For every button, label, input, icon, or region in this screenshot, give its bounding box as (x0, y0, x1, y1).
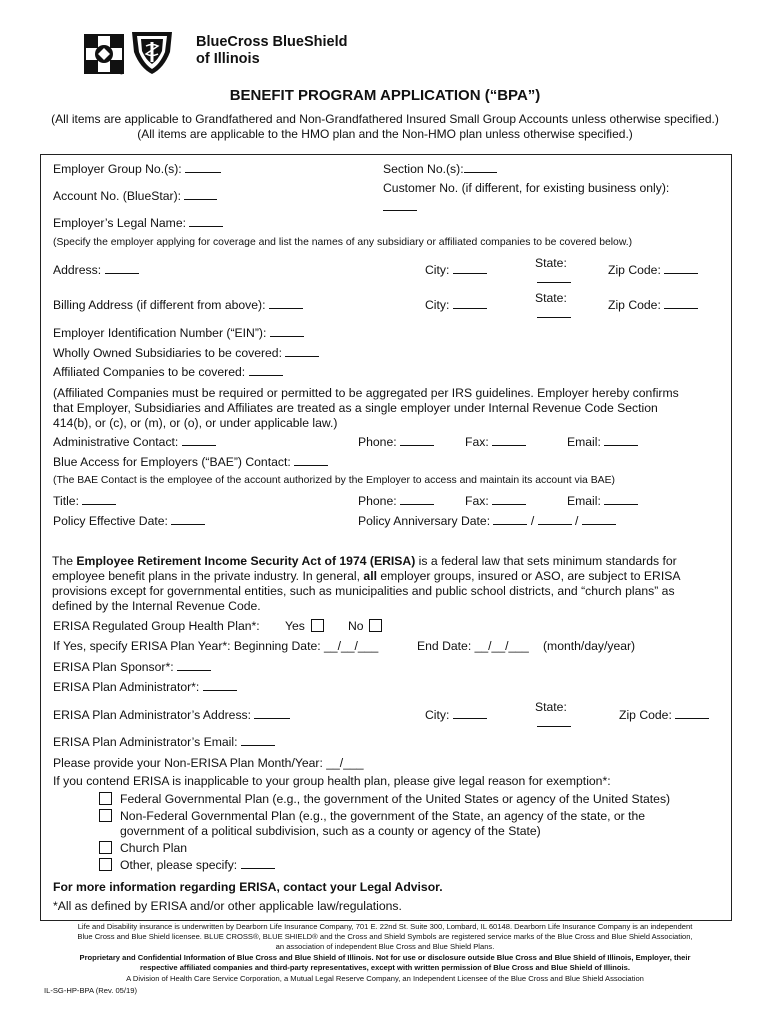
billing-zip-field[interactable]: Zip Code: (608, 298, 698, 312)
policy-anniversary-field[interactable]: Policy Anniversary Date: / / (358, 514, 616, 528)
legal-advisor-note: For more information regarding ERISA, contact your Legal Advisor. (53, 880, 443, 894)
admin-email-erisa-field[interactable]: ERISA Plan Administrator’s Email: (53, 735, 275, 749)
non-erisa-month-field[interactable]: Please provide your Non-ERISA Plan Month/Year: __/___ (53, 756, 364, 770)
admin-state-field[interactable] (537, 718, 571, 727)
date-format-hint: (month/day/year) (543, 639, 636, 653)
address-field[interactable]: Address: (53, 263, 139, 277)
exemption-label: If you contend ERISA is inapplicable to your group health plan, please give legal reason for exemption*: (53, 774, 611, 788)
bae-phone-field[interactable]: Phone: (358, 494, 434, 508)
other-plan-field[interactable]: Other, please specify: (120, 858, 275, 872)
page-title: BENEFIT PROGRAM APPLICATION (“BPA”) (229, 87, 541, 104)
affiliated-field[interactable]: Affiliated Companies to be covered: (53, 365, 283, 379)
customer-no-label: Customer No. (if different, for existing business only): (383, 181, 670, 195)
erisa-no-checkbox[interactable] (369, 619, 382, 632)
legal-name-note: (Specify the employer applying for coverage and list the names of any subsidiary or affiliated companies to be covered below.) (53, 237, 633, 248)
footer-line-6: A Division of Health Care Service Corporation, a Mutual Legal Reserve Company, an Independent Licensee of the Blue Cross and Blue Shield Association (126, 974, 644, 983)
affiliated-note-3: 414(b), or (c), or (m), or (o), or under applicable law.) (53, 416, 338, 430)
admin-city-field[interactable]: City: (425, 708, 487, 722)
footer-line-3: an association of independent Blue Cross and Blue Shield Plans. (275, 942, 495, 951)
admin-address-field[interactable]: ERISA Plan Administrator’s Address: (53, 708, 290, 722)
erisa-yes-checkbox[interactable] (311, 619, 324, 632)
admin-fax-field[interactable]: Fax: (465, 435, 526, 449)
church-plan-checkbox[interactable] (99, 841, 112, 854)
erisa-yes-label: Yes (285, 619, 305, 633)
billing-city-field[interactable]: City: (425, 298, 487, 312)
plan-administrator-field[interactable]: ERISA Plan Administrator*: (53, 680, 237, 694)
bae-email-field[interactable]: Email: (567, 494, 638, 508)
state-field[interactable] (537, 274, 571, 283)
blue-cross-icon (84, 34, 124, 76)
billing-state-field[interactable] (537, 309, 571, 318)
org-name: BlueCross BlueShield of Illinois (196, 34, 348, 67)
footer-line-4: Proprietary and Confidential Information of Blue Cross and Blue Shield of Illinois. Not for use or disclosure outside Blue Cross and Blue Shield of Illinois, Employer, their (79, 953, 691, 962)
admin-phone-field[interactable]: Phone: (358, 435, 434, 449)
bcbs-logo (84, 30, 194, 76)
affiliated-note-1: (Affiliated Companies must be required or permitted to be aggregated per IRS guidelines. Employer hereby confirms (53, 386, 679, 400)
affiliated-note-2: that Employer, Subsidiaries and Affiliates are treated as a single employer under Internal Revenue Code Section (53, 401, 658, 415)
billing-address-field[interactable]: Billing Address (if different from above): (53, 298, 303, 312)
erisa-no-label: No (348, 619, 364, 633)
blue-shield-icon (132, 32, 172, 74)
subsidiaries-field[interactable]: Wholly Owned Subsidiaries to be covered: (53, 346, 319, 360)
svg-text:®: ® (120, 71, 123, 76)
section-no-field[interactable]: Section No.(s): (383, 162, 497, 176)
church-plan-label: Church Plan (120, 841, 188, 855)
form-id: IL-SG-HP-BPA (Rev. 05/19) (44, 986, 137, 995)
admin-state-label: State: (535, 700, 567, 714)
title-field[interactable]: Title: (53, 494, 116, 508)
erisa-intro: The Employee Retirement Income Security Act of 1974 (ERISA) is a federal law that sets minimum standards for employee benefit plans in the private industry. In general, all employer groups, insured or ASO, are subject to ERISA provisions except for governmental entities, such as municipalities and public school districts, and “church plans” as defined by the Internal Revenue Code. (52, 554, 681, 613)
account-no-field[interactable]: Account No. (BlueStar): (53, 189, 217, 203)
ein-field[interactable]: Employer Identification Number (“EIN”): (53, 326, 304, 340)
subtitle-2: (All items are applicable to the HMO plan and the Non-HMO plan unless otherwise specified.) (137, 127, 633, 141)
plan-year-end-field[interactable]: End Date: __/__/___ (417, 639, 529, 653)
admin-contact-field[interactable]: Administrative Contact: (53, 435, 216, 449)
other-plan-checkbox[interactable] (99, 858, 112, 871)
nonfederal-plan-label-2: government of a political subdivision, such as a county or agency of the State) (120, 824, 541, 838)
nonfederal-plan-checkbox[interactable] (99, 809, 112, 822)
footer-line-5: respective affiliated companies and third-party representatives, except with written permission of Blue Cross and Blue Shield of Illinois. (140, 963, 630, 972)
bae-contact-field[interactable]: Blue Access for Employers (“BAE”) Contact: (53, 455, 328, 469)
bae-note: (The BAE Contact is the employee of the account authorized by the Employer to access and maintain its account via BAE) (53, 475, 615, 486)
federal-plan-checkbox[interactable] (99, 792, 112, 805)
state-label: State: (535, 256, 567, 270)
zip-field[interactable]: Zip Code: (608, 263, 698, 277)
federal-plan-label: Federal Governmental Plan (e.g., the government of the United States or agency of the United States) (120, 792, 671, 806)
subtitle-1: (All items are applicable to Grandfathered and Non-Grandfathered Insured Small Group Accounts unless otherwise specified.) (51, 112, 719, 126)
customer-no-field[interactable] (383, 200, 417, 211)
city-field[interactable]: City: (425, 263, 487, 277)
billing-state-label: State: (535, 291, 567, 305)
policy-effective-field[interactable]: Policy Effective Date: (53, 514, 205, 528)
nonfederal-plan-label-1: Non-Federal Governmental Plan (e.g., the government of the State, an agency of the state, or the (120, 809, 646, 823)
defined-by-note: *All as defined by ERISA and/or other applicable law/regulations. (53, 899, 402, 913)
bae-fax-field[interactable]: Fax: (465, 494, 526, 508)
admin-email-field[interactable]: Email: (567, 435, 638, 449)
employer-group-no-field[interactable]: Employer Group No.(s): (53, 162, 221, 176)
footer-line-1: Life and Disability insurance is underwritten by Dearborn Life Insurance Company, 701 E. 22nd St. Suite 300, Lombard, IL 60148. Dearborn Life Insurance Company is an independent (77, 922, 693, 931)
plan-year-begin-field[interactable]: If Yes, specify ERISA Plan Year*: Beginning Date: __/__/___ (53, 639, 379, 653)
admin-zip-field[interactable]: Zip Code: (619, 708, 709, 722)
footer-line-2: Blue Cross and Blue Shield licensee. BLUE CROSS®, BLUE SHIELD® and the Cross and Shield Symbols are registered service marks of the Blue Cross and Blue Shield Association, (77, 932, 693, 941)
erisa-regulated-label: ERISA Regulated Group Health Plan*: (53, 619, 260, 633)
legal-name-field[interactable]: Employer’s Legal Name: (53, 216, 223, 230)
plan-sponsor-field[interactable]: ERISA Plan Sponsor*: (53, 660, 211, 674)
